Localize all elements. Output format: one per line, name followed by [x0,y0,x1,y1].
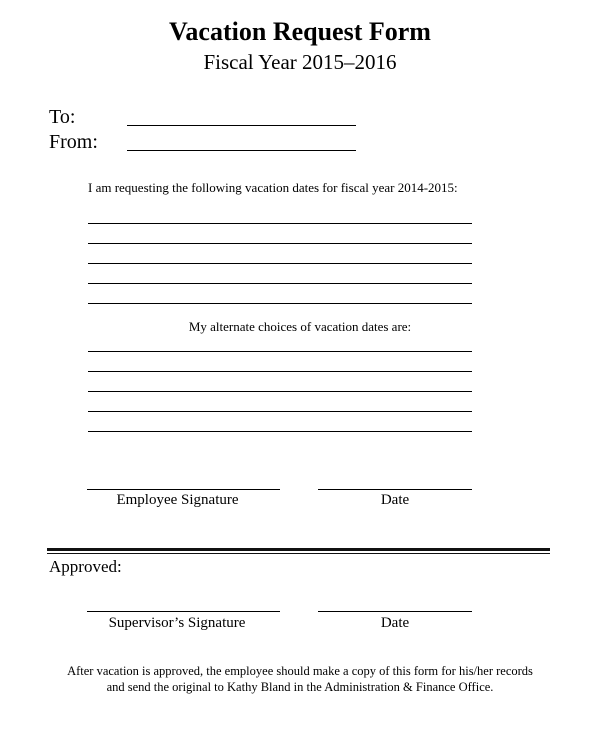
section-divider-thin [47,553,550,554]
alternate-date-line[interactable] [88,351,472,352]
from-field[interactable] [127,150,356,151]
requested-date-line[interactable] [88,263,472,264]
alternate-date-line[interactable] [88,371,472,372]
requested-date-line[interactable] [88,303,472,304]
footer-instructions-line1: After vacation is approved, the employee should make a copy of this form for his/her records [67,664,533,678]
requested-date-line[interactable] [88,283,472,284]
requested-date-line[interactable] [88,243,472,244]
approved-label: Approved: [49,557,122,576]
form-title: Vacation Request Form [169,17,431,46]
section-divider [47,548,550,551]
requested-date-line[interactable] [88,223,472,224]
footer-instructions-line2: and send the original to Kathy Bland in the Administration & Finance Office. [106,680,494,694]
employee-date-field[interactable] [318,489,472,490]
alternate-date-line[interactable] [88,431,472,432]
to-field[interactable] [127,125,356,126]
supervisor-signature-label: Supervisor’s Signature [108,615,246,631]
alternate-dates-prompt: My alternate choices of vacation dates are: [188,319,412,334]
employee-signature-label: Employee Signature [116,492,239,508]
supervisor-signature-field[interactable] [87,611,280,612]
alternate-date-line[interactable] [88,411,472,412]
from-label: From: [49,131,98,153]
requested-dates-prompt: I am requesting the following vacation dates for fiscal year 2014-2015: [88,180,458,195]
fiscal-year-subtitle: Fiscal Year 2015–2016 [203,50,397,74]
employee-date-label: Date [380,492,410,508]
employee-signature-field[interactable] [87,489,280,490]
to-label: To: [49,106,76,128]
supervisor-date-field[interactable] [318,611,472,612]
alternate-date-line[interactable] [88,391,472,392]
supervisor-date-label: Date [380,615,410,631]
